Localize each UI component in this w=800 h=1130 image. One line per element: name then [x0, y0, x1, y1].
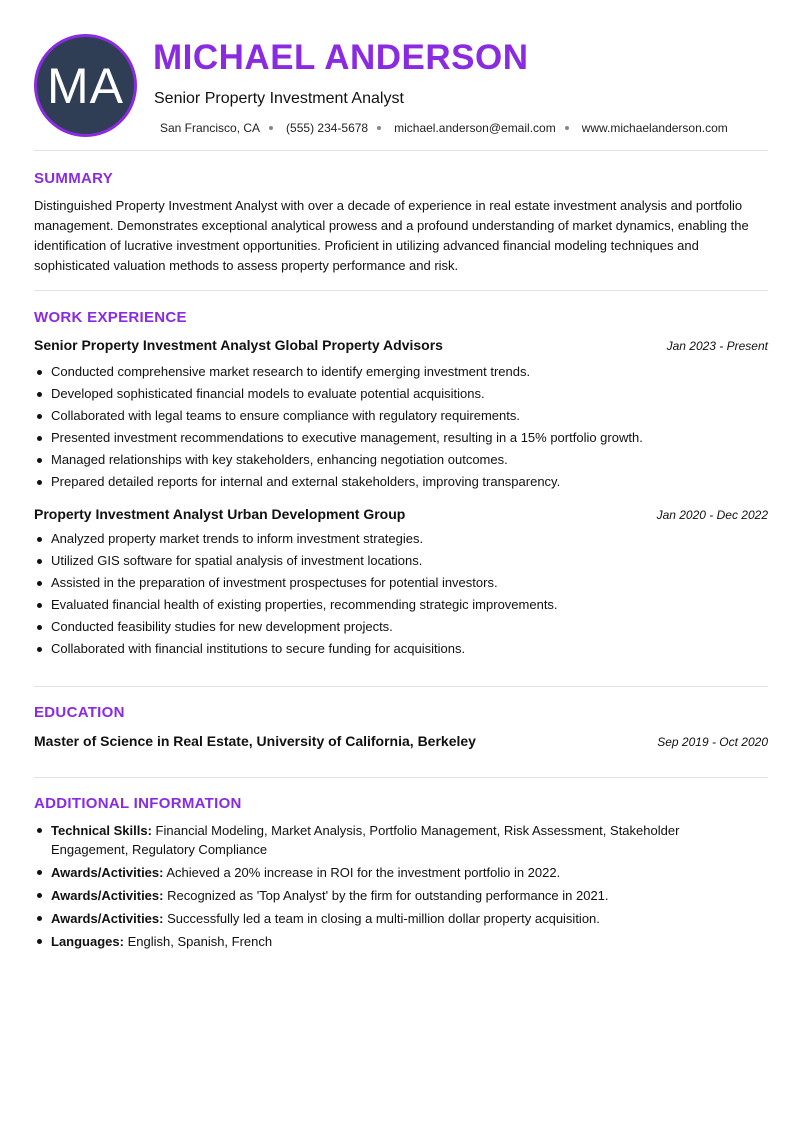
list-item: Prepared detailed reports for internal and external stakeholders, improving transparency. [34, 471, 768, 493]
contact-website[interactable]: www.michaelanderson.com [581, 121, 728, 135]
candidate-role: Senior Property Investment Analyst [154, 90, 404, 107]
section-title-additional: ADDITIONAL INFORMATION [34, 795, 242, 812]
avatar [34, 34, 137, 137]
item-label: Awards/Activities: [51, 865, 164, 880]
list-item: Conducted comprehensive market research to identify emerging investment trends. [34, 361, 768, 383]
list-item: Assisted in the preparation of investment prospectuses for potential investors. [34, 572, 768, 594]
contact-email[interactable]: michael.anderson@email.com [394, 121, 556, 135]
education-dates: Sep 2019 - Oct 2020 [657, 735, 768, 749]
contact-location: San Francisco, CA [160, 121, 261, 135]
item-text: Achieved a 20% increase in ROI for the investment portfolio in 2022. [166, 865, 561, 880]
section-title-education: EDUCATION [34, 704, 125, 721]
list-item: Developed sophisticated financial models to evaluate potential acquisitions. [34, 383, 768, 405]
candidate-name: MICHAEL ANDERSON [153, 38, 529, 77]
list-item: Collaborated with financial institutions to secure funding for acquisitions. [34, 638, 768, 660]
list-item: Utilized GIS software for spatial analysis of investment locations. [34, 550, 768, 572]
resume-header [34, 34, 768, 138]
divider [34, 777, 768, 778]
divider [34, 686, 768, 687]
contact-phone: (555) 234-5678 [286, 121, 369, 135]
list-item [34, 886, 734, 905]
job-header [34, 506, 768, 526]
item-text: Financial Modeling, Market Analysis, Portfolio Management, Risk Assessment, Stakeholder Engagement, Regulatory Compliance [51, 823, 680, 857]
summary-text: Distinguished Property Investment Analyst with over a decade of experience in real estate investment analysis and portfolio management. Demonstrates exceptional analytical prowess and a profound understanding of market dynamics, enabling the identification of lucrative investment opportunities. Proficient in utilizing advanced financial modeling techniques and sophisticated valuation methods to assess property performance and risk. [34, 198, 749, 273]
item-text: Successfully led a team in closing a multi-million dollar property acquisition. [167, 911, 600, 926]
item-label: Awards/Activities: [51, 911, 164, 926]
job-dates: Jan 2023 - Present [666, 339, 768, 353]
item-text: Recognized as 'Top Analyst' by the firm for outstanding performance in 2021. [167, 888, 609, 903]
list-item [34, 909, 734, 928]
item-text: English, Spanish, French [127, 934, 273, 949]
item-label: Languages: [51, 934, 124, 949]
list-item: Conducted feasibility studies for new development projects. [34, 616, 768, 638]
job-title: Property Investment Analyst Urban Development Group [34, 506, 406, 522]
divider [34, 290, 768, 291]
education-entry [34, 733, 768, 753]
job-bullets [34, 361, 768, 493]
additional-info-list [34, 821, 734, 955]
divider [34, 150, 768, 151]
separator-dot-icon [565, 126, 569, 130]
list-item: Presented investment recommendations to executive management, resulting in a 15% portfolio growth. [34, 427, 768, 449]
avatar-initials: MA [47, 57, 124, 114]
item-label: Technical Skills: [51, 823, 152, 838]
job-header [34, 337, 768, 357]
list-item [34, 821, 734, 859]
item-label: Awards/Activities: [51, 888, 164, 903]
list-item: Collaborated with legal teams to ensure compliance with regulatory requirements. [34, 405, 768, 427]
separator-dot-icon [269, 126, 273, 130]
section-title-experience: WORK EXPERIENCE [34, 309, 187, 326]
separator-dot-icon [377, 126, 381, 130]
job-title: Senior Property Investment Analyst Global Property Advisors [34, 337, 443, 353]
list-item: Analyzed property market trends to inform investment strategies. [34, 528, 768, 550]
job-bullets [34, 528, 768, 660]
section-title-summary: SUMMARY [34, 170, 114, 187]
list-item: Managed relationships with key stakeholders, enhancing negotiation outcomes. [34, 449, 768, 471]
contact-bar [160, 121, 728, 135]
job-dates: Jan 2020 - Dec 2022 [656, 508, 768, 522]
list-item [34, 932, 734, 951]
degree-title: Master of Science in Real Estate, University of California, Berkeley [34, 733, 476, 749]
list-item: Evaluated financial health of existing properties, recommending strategic improvements. [34, 594, 768, 616]
list-item [34, 863, 734, 882]
